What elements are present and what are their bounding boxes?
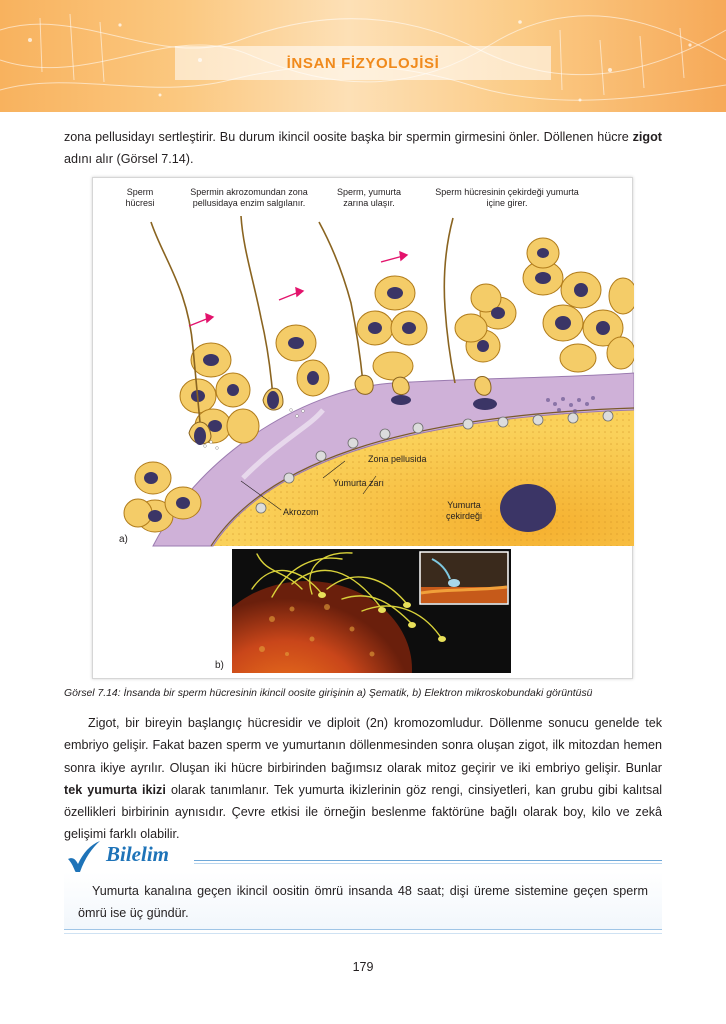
intro-bold-term: zigot bbox=[632, 130, 662, 144]
main-text-2: olarak tanımlanır. Tek yumurta ikizlerinin göz rengi, cinsiyetleri, kan grubu gibi kalıtsal özellikleri birbirinin aynısıdır. Çevre etkisi ile örneğin beslenme faktörüne bağlı olarak boy, kilo ve zekâ gelişimi farklı olabilir. bbox=[64, 782, 662, 842]
bilelim-rule-light bbox=[194, 863, 662, 864]
chapter-title: İNSAN FİZYOLOJİSİ bbox=[286, 54, 440, 72]
bilelim-rule bbox=[194, 860, 662, 861]
page-header-banner bbox=[0, 0, 726, 112]
label-acrosome: Akrozom bbox=[283, 507, 319, 517]
label-zona-pellucida: Zona pellusida bbox=[368, 454, 427, 464]
bilelim-text: Yumurta kanalına geçen ikincil oositin ömrü insanda 48 saat; dişi üreme sistemine geçen sperm ömrü ise üç gündür. bbox=[78, 884, 648, 920]
label-egg-nucleus: Yumurta çekirdeği bbox=[445, 500, 483, 521]
figure-7-14 bbox=[92, 177, 633, 679]
panel-b-label: b) bbox=[215, 660, 224, 671]
label-sperm-cell: Sperm hücresi bbox=[125, 187, 155, 208]
electron-micrograph bbox=[232, 549, 511, 673]
label-sperm-reaches-membrane: Sperm, yumurta zarına ulaşır. bbox=[336, 187, 402, 208]
main-text-1: Zigot, bir bireyin başlangıç hücresidir ve diploit (2n) kromozomludur. Döllenme sonucu genelde tek embriyo gelişir. Fakat bazen sperm ve yumurtanın döllenmesinden sonra oluşan zigot, ilk mitozdan hemen sonra ikiye ayrılır. Oluşan iki hücre birbirinden bağımsız olarak mitoz geçirir ve iki embriyo gelişir. Bunlar bbox=[64, 716, 662, 775]
header-title-box bbox=[175, 46, 551, 80]
label-egg-membrane: Yumurta zarı bbox=[333, 478, 385, 488]
label-nucleus-enters-egg: Sperm hücresinin çekirdeği yumurta içine girer. bbox=[435, 187, 579, 208]
fertilization-schematic bbox=[93, 178, 634, 548]
intro-text-1: zona pellusidayı sertleştirir. Bu durum ikincil oosite başka bir spermin girmesini önler. Döllenen hücre bbox=[64, 130, 633, 144]
label-acrosome-enzyme: Spermin akrozomundan zona pellusidaya enzim salgılanır. bbox=[190, 187, 308, 208]
bilelim-bottom-rule bbox=[64, 933, 662, 934]
main-paragraph bbox=[64, 712, 662, 846]
micrograph-drawing bbox=[232, 549, 511, 673]
bilelim-body bbox=[64, 872, 662, 930]
main-bold-term: tek yumurta ikizi bbox=[64, 782, 166, 797]
bilelim-header bbox=[64, 840, 662, 870]
panel-a-label: a) bbox=[119, 534, 128, 545]
figure-caption: Görsel 7.14: İnsanda bir sperm hücresinin ikincil oosite girişinin a) Şematik, b) Elektron mikroskobundaki görüntüsü bbox=[64, 688, 593, 699]
page-number: 179 bbox=[352, 960, 374, 974]
intro-paragraph bbox=[64, 126, 662, 171]
bilelim-title: Bilelim bbox=[106, 842, 169, 866]
intro-text-2: adını alır (Görsel 7.14). bbox=[64, 152, 194, 167]
checkmark-icon bbox=[66, 840, 102, 874]
